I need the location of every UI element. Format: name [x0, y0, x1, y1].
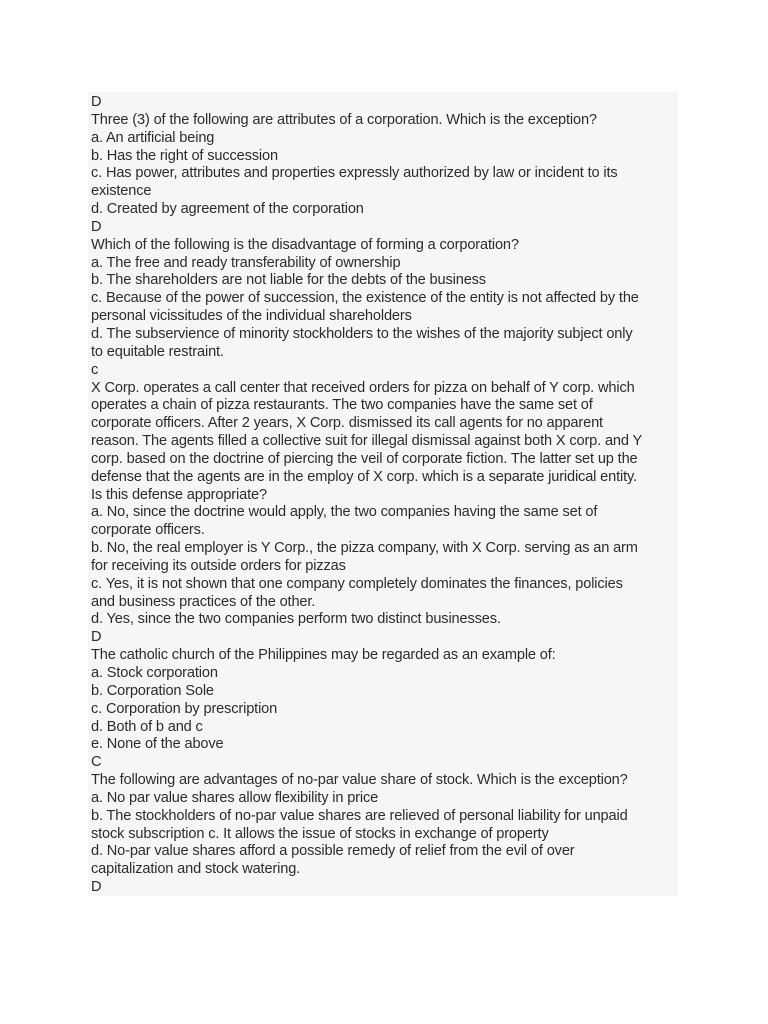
choice-line: capitalization and stock watering.: [91, 861, 301, 878]
choice-line: d. Both of b and c: [91, 718, 203, 735]
choice-line: a. An artificial being: [91, 129, 215, 146]
choice-line: to equitable restraint.: [91, 343, 224, 360]
answer-key-line: c: [91, 361, 99, 378]
document-page: [88, 92, 678, 896]
question-line: operates a chain of pizza restaurants. The two companies have the same set of: [91, 397, 593, 414]
question-line: Which of the following is the disadvantage of forming a corporation?: [91, 236, 519, 253]
answer-key-line: D: [91, 629, 102, 646]
choice-line: for receiving its outside orders for pizzas: [91, 557, 346, 574]
choice-line: personal vicissitudes of the individual shareholders: [91, 308, 412, 325]
choice-line: stock subscription c. It allows the issue of stocks in exchange of property: [91, 825, 549, 842]
answer-key-line: C: [91, 754, 102, 771]
choice-line: a. The free and ready transferability of ownership: [91, 254, 401, 271]
choice-line: b. Has the right of succession: [91, 147, 278, 164]
choice-line: b. Corporation Sole: [91, 682, 214, 699]
choice-line: existence: [91, 183, 152, 200]
choice-line: c. Because of the power of succession, the existence of the entity is not affected by the: [91, 290, 639, 307]
choice-line: c. Yes, it is not shown that one company completely dominates the finances, policies: [91, 575, 623, 592]
answer-key-line: D: [91, 879, 102, 896]
choice-line: e. None of the above: [91, 736, 224, 753]
question-line: corp. based on the doctrine of piercing the veil of corporate fiction. The latter set up the: [91, 450, 638, 467]
question-line: corporate officers. After 2 years, X Corp. dismissed its call agents for no apparent: [91, 415, 603, 432]
choice-line: b. The stockholders of no-par value shares are relieved of personal liability for unpaid: [91, 807, 628, 824]
question-line: reason. The agents filled a collective suit for illegal dismissal against both X corp. and Y: [91, 433, 643, 450]
choice-line: b. No, the real employer is Y Corp., the pizza company, with X Corp. serving as an arm: [91, 540, 638, 557]
question-line: defense that the agents are in the employ of X corp. which is a separate juridical entity.: [91, 468, 637, 485]
question-line: Is this defense appropriate?: [91, 486, 267, 503]
choice-line: b. The shareholders are not liable for the debts of the business: [91, 272, 486, 289]
question-line: Three (3) of the following are attributes of a corporation. Which is the exception?: [91, 111, 597, 128]
answer-key-line: D: [91, 218, 102, 235]
choice-line: a. Stock corporation: [91, 665, 218, 681]
choice-line: d. Yes, since the two companies perform two distinct businesses.: [91, 611, 501, 628]
choice-line: d. No-par value shares afford a possible remedy of relief from the evil of over: [91, 843, 575, 860]
choice-line: a. No, since the doctrine would apply, the two companies having the same set of: [91, 504, 598, 521]
choice-line: and business practices of the other.: [91, 593, 316, 610]
choice-line: a. No par value shares allow flexibility in price: [91, 789, 379, 806]
choice-line: d. The subservience of minority stockholders to the wishes of the majority subject only: [91, 325, 633, 342]
choice-line: c. Corporation by prescription: [91, 700, 278, 717]
question-line: The following are advantages of no-par value share of stock. Which is the exception?: [91, 772, 628, 789]
document-text: [88, 92, 678, 896]
choice-line: d. Created by agreement of the corporation: [91, 201, 364, 218]
question-line: The catholic church of the Philippines may be regarded as an example of:: [91, 647, 556, 664]
choice-line: c. Has power, attributes and properties expressly authorized by law or incident to its: [91, 165, 618, 182]
question-line: X Corp. operates a call center that received orders for pizza on behalf of Y corp. which: [91, 379, 635, 396]
choice-line: corporate officers.: [91, 522, 205, 539]
answer-key-line: D: [91, 94, 102, 110]
